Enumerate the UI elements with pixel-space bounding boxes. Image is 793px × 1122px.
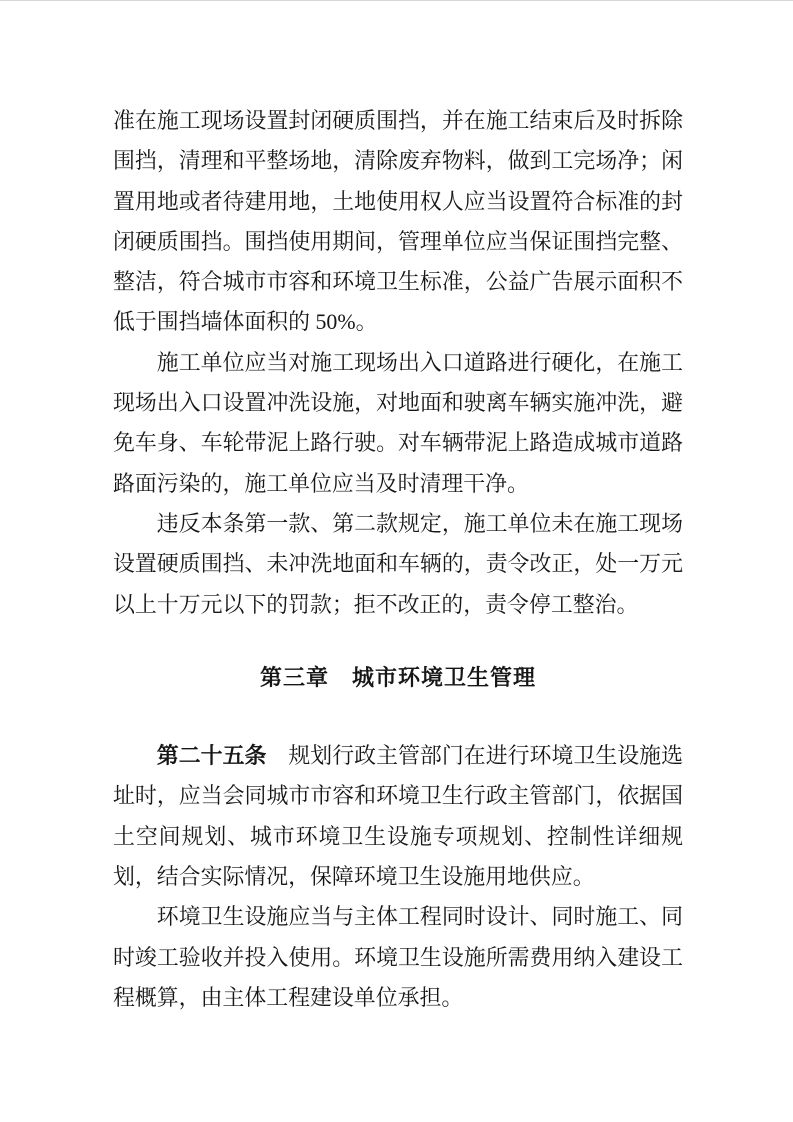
chapter-heading: 第三章 城市环境卫生管理 bbox=[259, 664, 536, 690]
paragraph-article: 第二十五条 规划行政主管部门在进行环境卫生设施选址时，应当会同城市市容和环境卫生行政主管部门，依据国土空间规划、城市环境卫生设施专项规划、控制性详细规划，结合实际情况，保障环境卫生设施用地供应。 bbox=[113, 743, 683, 890]
paragraph: 环境卫生设施应当与主体工程同时设计、同时施工、同时竣工验收并投入使用。环境卫生设施所需费用纳入建设工程概算，由主体工程建设单位承担。 bbox=[113, 904, 683, 1010]
paragraph-continuation: 准在施工现场设置封闭硬质围挡，并在施工结束后及时拆除围挡，清理和平整场地，清除废弃物料，做到工完场净；闲置用地或者待建用地，土地使用权人应当设置符合标准的封闭硬质围挡。围挡使用期间，管理单位应当保证围挡完整、整洁，符合城市市容和环境卫生标准，公益广告展示面积不低于围挡墙体面积的 50%。 bbox=[113, 108, 683, 335]
paragraph: 施工单位应当对施工现场出入口道路进行硬化，在施工现场出入口设置冲洗设施，对地面和驶离车辆实施冲洗，避免车身、车轮带泥上路行驶。对车辆带泥上路造成城市道路路面污染的，施工单位应当及时清理干净。 bbox=[113, 349, 683, 496]
paragraph: 违反本条第一款、第二款规定，施工单位未在施工现场设置硬质围挡、未冲洗地面和车辆的，责令改正，处一万元以上十万元以下的罚款；拒不改正的，责令停工整治。 bbox=[113, 510, 683, 617]
article-number: 第二十五条 bbox=[156, 743, 267, 769]
document-body bbox=[113, 101, 683, 1018]
